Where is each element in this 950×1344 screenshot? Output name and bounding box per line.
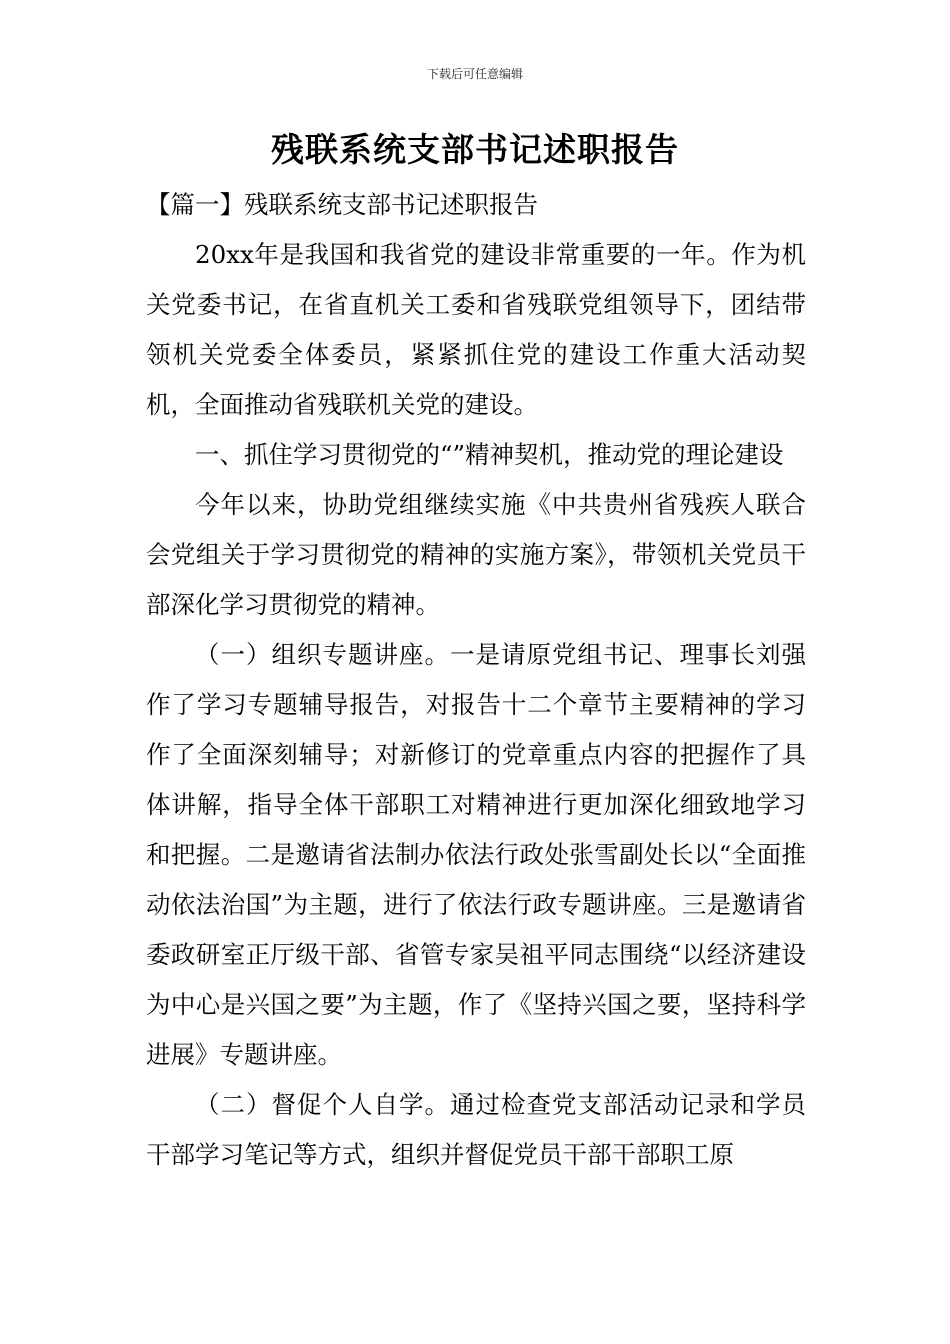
document-subheading: 【篇一】残联系统支部书记述职报告 [146, 190, 538, 219]
section-heading-one: 一、抓住学习贯彻党的“”精神契机，推动党的理论建设 [195, 440, 784, 469]
paragraph-self-study: （二）督促个人自学。通过检查党支部活动记录和学员干部学习笔记等方式，组织并督促党员干部干部职工原 [146, 1090, 806, 1169]
paragraph-lectures: （一）组织专题讲座。一是请原党组书记、理事长刘强作了学习专题辅导报告，对报告十二个章节主要精神的学习作了全面深刻辅导；对新修订的党章重点内容的把握作了具体讲解，指导全体干部职工对精神进行更加深化细致地学习和把握。二是邀请省法制办依法行政处张雪副处长以“全面推动依法治国”为主题，进行了依法行政专题讲座。三是邀请省委政研室正厅级干部、省管专家吴祖平同志围绕“以经济建设为中心是兴国之要”为主题，作了《坚持兴国之要，坚持科学进展》专题讲座。 [146, 640, 806, 1069]
document-title: 残联系统支部书记述职报告 [271, 130, 679, 169]
paragraph-study-plan: 今年以来，协助党组继续实施《中共贵州省残疾人联合会党组关于学习贯彻党的精神的实施方案》，带领机关党员干部深化学习贯彻党的精神。 [146, 490, 806, 619]
document-body [146, 180, 806, 1180]
header-note: 下载后可任意编辑 [426, 67, 523, 81]
paragraph-intro: 20xx年是我国和我省党的建设非常重要的一年。作为机关党委书记，在省直机关工委和省残联党组领导下，团结带领机关党委全体委员，紧紧抓住党的建设工作重大活动契机，全面推动省残联机关党的建设。 [146, 240, 806, 419]
